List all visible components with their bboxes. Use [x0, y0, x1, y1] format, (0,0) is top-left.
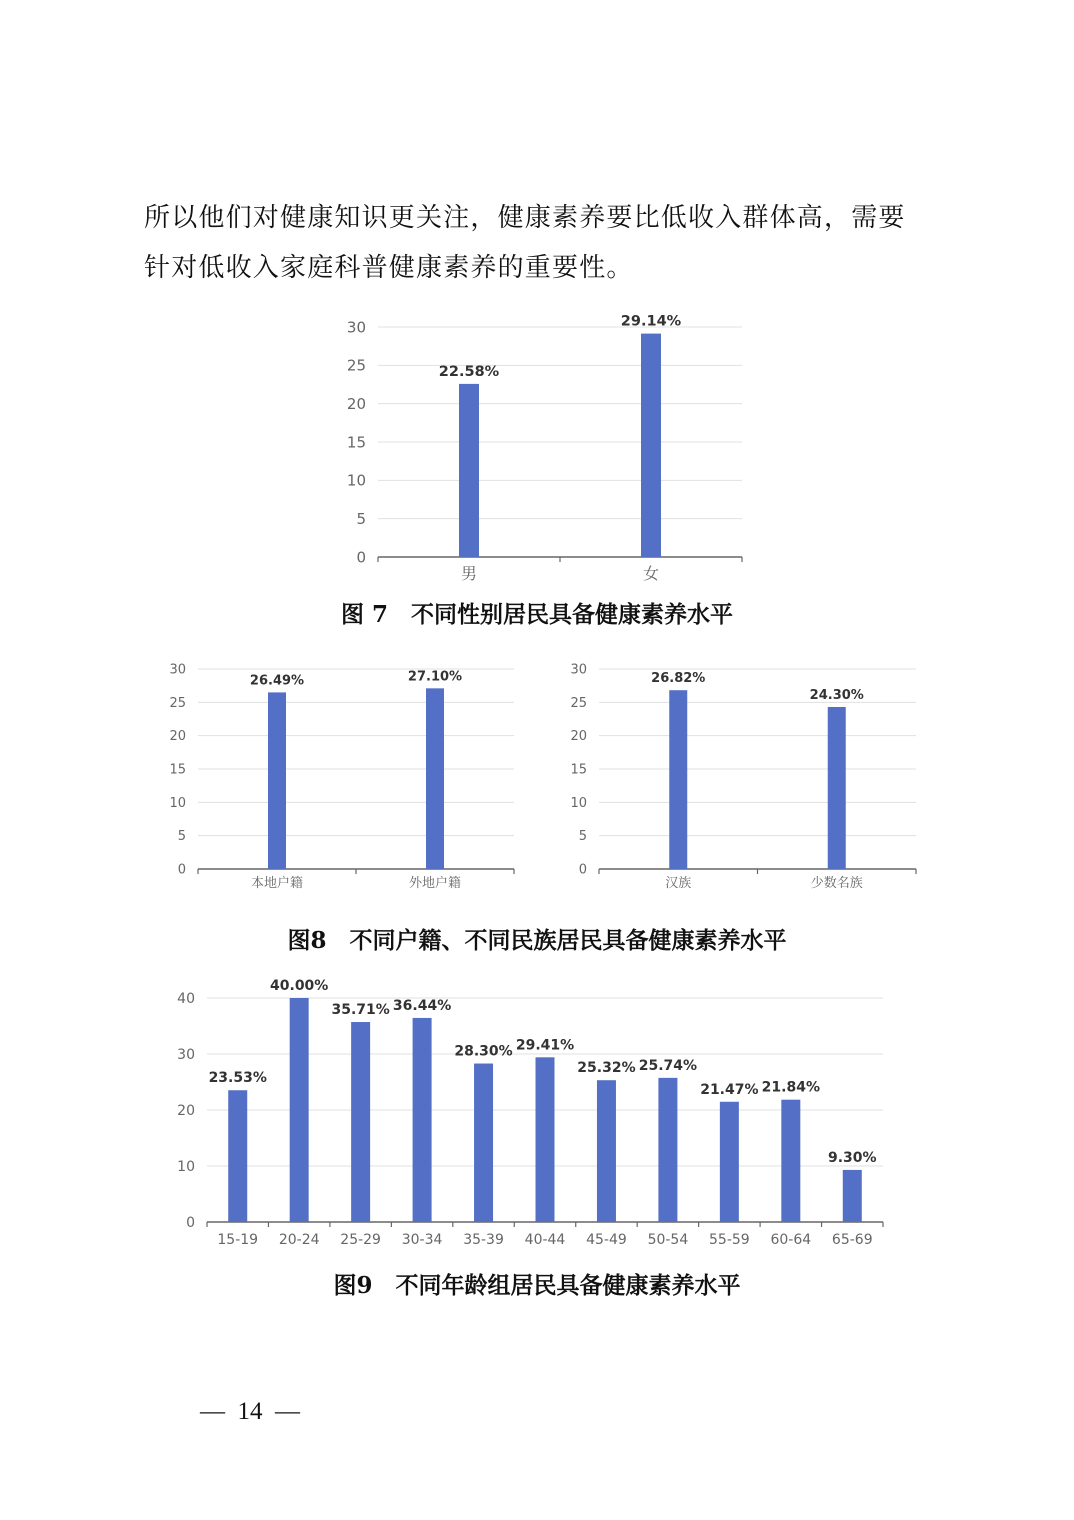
data-label: 29.14% [620, 313, 682, 330]
data-label: 9.30% [827, 1149, 877, 1166]
category-label: 50-54 [647, 1232, 689, 1248]
y-tick-label: 40 [177, 990, 195, 1007]
bar [658, 1078, 677, 1222]
category-label: 外地户籍 [408, 876, 462, 891]
body-paragraph [144, 193, 944, 293]
fig7-caption: 图 7 不同性别居民具备健康素养水平 [340, 601, 733, 628]
data-label: 23.53% [208, 1070, 267, 1087]
category-label: 女 [642, 564, 660, 583]
data-label: 35.71% [331, 1002, 390, 1019]
bar [474, 1064, 493, 1222]
category-label: 40-44 [524, 1232, 566, 1248]
y-tick-label: 20 [570, 729, 587, 745]
y-tick-label: 10 [169, 795, 186, 811]
fig8-hukou-chart [160, 658, 530, 898]
y-tick-label: 30 [169, 662, 186, 678]
category-label: 65-69 [831, 1232, 873, 1248]
fig8-caption: 图8 不同户籍、不同民族居民具备健康素养水平 [287, 927, 787, 954]
y-tick-label: 25 [169, 695, 186, 711]
y-tick-label: 10 [346, 471, 366, 490]
bar [351, 1022, 370, 1222]
category-label: 20-24 [278, 1232, 320, 1248]
bar [641, 334, 661, 557]
category-label: 45-49 [586, 1232, 627, 1248]
paragraph-line-1: 所以他们对健康知识更关注，健康素养要比低收入群体高，需要 [144, 203, 906, 233]
data-label: 24.30% [809, 688, 864, 703]
y-tick-label: 30 [177, 1046, 195, 1063]
data-label: 27.10% [407, 669, 463, 685]
fig9-chart [170, 972, 900, 1252]
fig9-chart-svg [170, 972, 900, 1252]
fig8-hukou-chart-svg [160, 658, 530, 898]
category-label: 35-39 [463, 1232, 504, 1248]
category-label: 汉族 [665, 876, 692, 891]
y-tick-label: 25 [570, 695, 587, 711]
data-label: 25.32% [577, 1060, 636, 1077]
y-tick-label: 10 [177, 1158, 195, 1175]
bar [781, 1100, 800, 1222]
fig9-caption: 图9 不同年龄组居民具备健康素养水平 [333, 1272, 741, 1299]
y-tick-label: 15 [169, 762, 186, 778]
data-label: 36.44% [392, 997, 452, 1014]
y-tick-label: 0 [356, 548, 366, 567]
data-label: 22.58% [438, 363, 500, 380]
data-label: 29.41% [515, 1037, 575, 1054]
page-number: — 14 — [200, 1398, 300, 1425]
category-label: 25-29 [340, 1232, 381, 1248]
category-label: 本地户籍 [250, 876, 304, 891]
y-tick-label: 30 [346, 318, 366, 337]
data-label: 21.47% [700, 1081, 759, 1098]
y-tick-label: 20 [169, 729, 186, 745]
y-tick-label: 0 [177, 862, 186, 878]
bar [459, 384, 479, 557]
y-tick-label: 20 [177, 1102, 195, 1119]
bar [268, 692, 286, 869]
bar [843, 1170, 862, 1222]
y-tick-label: 5 [177, 829, 186, 845]
data-label: 25.74% [638, 1057, 698, 1074]
fig7-chart [330, 310, 760, 590]
data-label: 40.00% [270, 978, 329, 994]
bar [290, 998, 309, 1222]
data-label: 26.82% [651, 671, 706, 687]
bar [597, 1080, 616, 1222]
data-label: 28.30% [454, 1043, 513, 1060]
bar [828, 707, 846, 869]
category-label: 少数名族 [810, 876, 863, 891]
y-tick-label: 0 [578, 862, 587, 878]
fig8-ethnic-chart [562, 658, 932, 898]
y-tick-label: 10 [570, 795, 587, 811]
bar [228, 1090, 247, 1222]
bar [536, 1057, 555, 1222]
category-label: 60-64 [770, 1232, 812, 1248]
y-tick-label: 20 [346, 394, 366, 413]
bar [413, 1018, 432, 1222]
y-tick-label: 30 [570, 662, 587, 678]
y-tick-label: 15 [570, 762, 587, 778]
category-label: 30-34 [401, 1232, 443, 1248]
y-tick-label: 5 [578, 829, 587, 845]
bar [720, 1102, 739, 1222]
data-label: 26.49% [249, 673, 305, 689]
fig7-chart-svg [330, 310, 760, 590]
y-tick-label: 5 [356, 509, 366, 528]
y-tick-label: 25 [346, 356, 366, 375]
y-tick-label: 15 [346, 433, 366, 452]
category-label: 男 [460, 564, 478, 583]
fig8-ethnic-chart-svg [562, 658, 932, 898]
bar [669, 690, 687, 869]
data-label: 21.84% [761, 1079, 820, 1096]
bar [426, 688, 444, 869]
y-tick-label: 0 [186, 1214, 195, 1231]
category-label: 15-19 [217, 1232, 259, 1248]
paragraph-line-2: 针对低收入家庭科普健康素养的重要性。 [144, 253, 634, 283]
category-label: 55-59 [709, 1232, 750, 1248]
